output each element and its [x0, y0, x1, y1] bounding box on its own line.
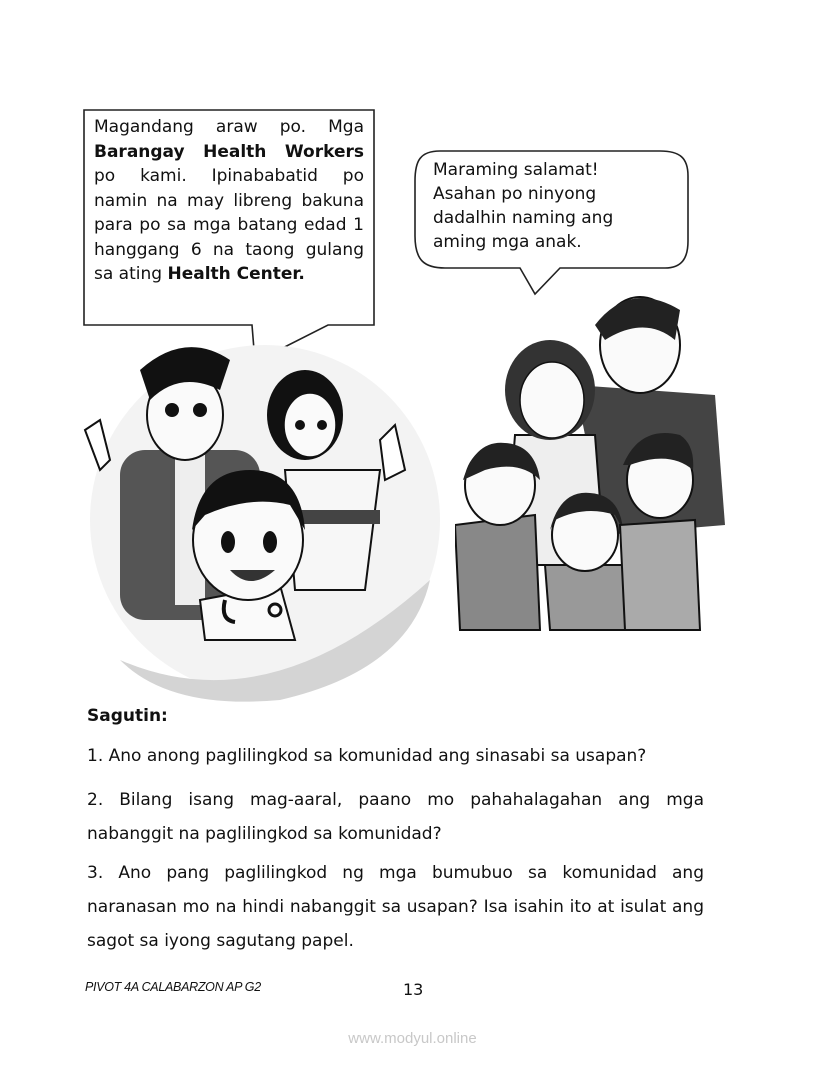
speech-bubble-right-text	[433, 158, 683, 254]
footer-series-label: PIVOT 4A CALABARZON AP G2	[85, 980, 261, 994]
speech-right-line: dadalhin naming ang	[433, 208, 614, 228]
speech-left-line1: Magandang araw po. Mga	[94, 117, 364, 137]
question-3: 3. Ano pang paglilingkod ng mga bumubuo sa komunidad ang naranasan mo na hindi nabanggit sa usapan? Isa isahin ito at isulat ang sagot sa iyong sagutang papel.	[87, 863, 704, 951]
speech-right-line: Asahan po ninyong	[433, 184, 597, 204]
speech-left-bold-barangay: Barangay Health Workers	[94, 141, 364, 162]
page-number: 13	[403, 980, 424, 999]
speech-left-body: po kami. Ipinababatid po namin na may libreng bakuna para po sa mga batang edad 1 hanggang 6 na taong gulang sa ating	[94, 166, 364, 284]
illustration-health-workers	[80, 330, 450, 715]
question-1: 1. Ano anong paglilingkod sa komunidad ang sinasabi sa usapan?	[87, 746, 647, 766]
sagutin-heading: Sagutin:	[87, 706, 168, 726]
watermark: www.modyul.online	[348, 1030, 477, 1047]
doctor-figure	[192, 470, 305, 640]
speech-left-bold-health-center: Health Center.	[167, 264, 305, 284]
illustration-family	[455, 285, 725, 635]
speech-right-line: aming mga anak.	[433, 232, 582, 252]
speech-bubble-left-text	[94, 115, 364, 287]
speech-right-line: Maraming salamat!	[433, 160, 599, 180]
question-2: 2. Bilang isang mag-aaral, paano mo pahahalagahan ang mga nabanggit na paglilingkod sa komunidad?	[87, 790, 704, 844]
